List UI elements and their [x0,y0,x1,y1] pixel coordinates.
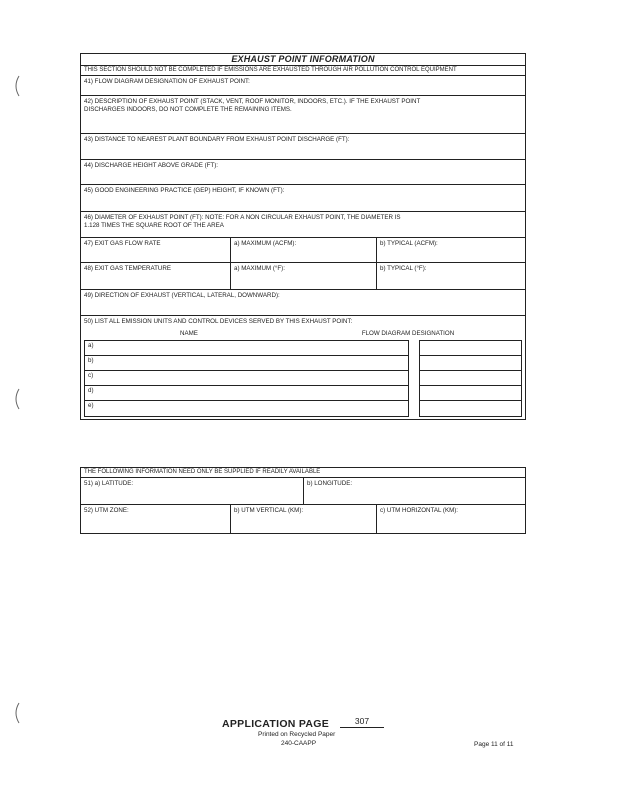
field-46-diameter[interactable]: 46) DIAMETER OF EXHAUST POINT (FT): NOTE: FOR A NON CIRCULAR EXHAUST POINT, THE DIAMETER IS 1.128 TIMES THE SQUARE ROOT OF THE AREA [81,212,525,238]
field-47-label: 47) EXIT GAS FLOW RATE [81,238,231,262]
optional-section-note: THE FOLLOWING INFORMATION NEED ONLY BE SUPPLIED IF READILY AVAILABLE [81,468,525,478]
flow-designation-row[interactable] [420,371,521,386]
page-of-label: Page 11 of 11 [474,741,514,748]
application-page-number: 307 [340,716,384,728]
field-50-list [84,340,522,419]
punch-hole-mark [12,75,20,97]
name-row-b[interactable]: b) [85,356,408,371]
name-row-d[interactable]: d) [85,386,408,401]
name-column-header: NAME [180,329,198,337]
flow-designation-row[interactable] [420,341,521,356]
name-row-c[interactable]: c) [85,371,408,386]
field-41-flow-diagram[interactable]: 41) FLOW DIAGRAM DESIGNATION OF EXHAUST POINT: [81,76,525,96]
field-52a-utm-zone[interactable]: 52) UTM ZONE: [81,505,231,533]
flow-designation-column-header: FLOW DIAGRAM DESIGNATION [361,329,455,337]
field-45-gep-height[interactable]: 45) GOOD ENGINEERING PRACTICE (GEP) HEIGHT, IF KNOWN (FT): [81,185,525,212]
flow-designation-column [419,340,522,417]
optional-location-form [80,467,526,534]
name-row-e[interactable]: e) [88,402,94,409]
field-52-utm [81,505,525,533]
field-47a-maximum[interactable]: a) MAXIMUM (ACFM): [231,238,377,262]
field-48a-maximum[interactable]: a) MAXIMUM (°F): [231,263,377,289]
field-42-description[interactable]: 42) DESCRIPTION OF EXHAUST POINT (STACK, VENT, ROOF MONITOR, INDOORS, ETC.). IF THE EXHAUST POINT DISCHARGES INDOORS, DO NOT COMPLETE THE REMAINING ITEMS. [81,96,525,134]
field-48-exit-gas-temperature [81,263,525,290]
field-48-label: 48) EXIT GAS TEMPERATURE [81,263,231,289]
exhaust-point-form [80,53,526,420]
form-title: EXHAUST POINT INFORMATION [81,54,525,66]
section-note: THIS SECTION SHOULD NOT BE COMPLETED IF EMISSIONS ARE EXHAUSTED THROUGH AIR POLLUTION CONTROL EQUIPMENT [81,66,525,76]
field-52b-utm-vertical[interactable]: b) UTM VERTICAL (KM): [231,505,377,533]
field-47-exit-gas-flow [81,238,525,263]
field-50-column-headers [84,326,522,340]
field-51a-latitude[interactable]: 51) a) LATITUDE: [81,478,304,504]
flow-designation-row[interactable] [420,356,521,371]
field-51b-longitude[interactable]: b) LONGITUDE: [307,480,353,487]
name-column [84,340,409,417]
field-43-distance[interactable]: 43) DISTANCE TO NEAREST PLANT BOUNDARY FROM EXHAUST POINT DISCHARGE (FT): [81,134,525,160]
name-row-a[interactable]: a) [85,341,408,356]
field-48b-typical[interactable]: b) TYPICAL (°F): [380,265,427,272]
field-50-label: 50) LIST ALL EMISSION UNITS AND CONTROL DEVICES SERVED BY THIS EXHAUST POINT: [84,318,353,325]
field-49-direction[interactable]: 49) DIRECTION OF EXHAUST (VERTICAL, LATERAL, DOWNWARD): [81,290,525,316]
field-51-coordinates [81,478,525,505]
application-page-label: APPLICATION PAGE [222,718,330,730]
punch-hole-mark [12,388,20,410]
field-44-discharge-height[interactable]: 44) DISCHARGE HEIGHT ABOVE GRADE (FT): [81,160,525,185]
field-47b-typical[interactable]: b) TYPICAL (ACFM): [380,240,438,247]
punch-hole-mark [12,702,20,724]
recycled-paper-note: Printed on Recycled Paper [258,731,336,738]
flow-designation-row[interactable] [420,386,521,401]
field-52c-utm-horizontal[interactable]: c) UTM HORIZONTAL (KM): [380,507,459,514]
field-50-emission-units [81,316,525,419]
flow-designation-row[interactable] [420,401,521,416]
form-code: 240-CAAPP [281,740,317,747]
